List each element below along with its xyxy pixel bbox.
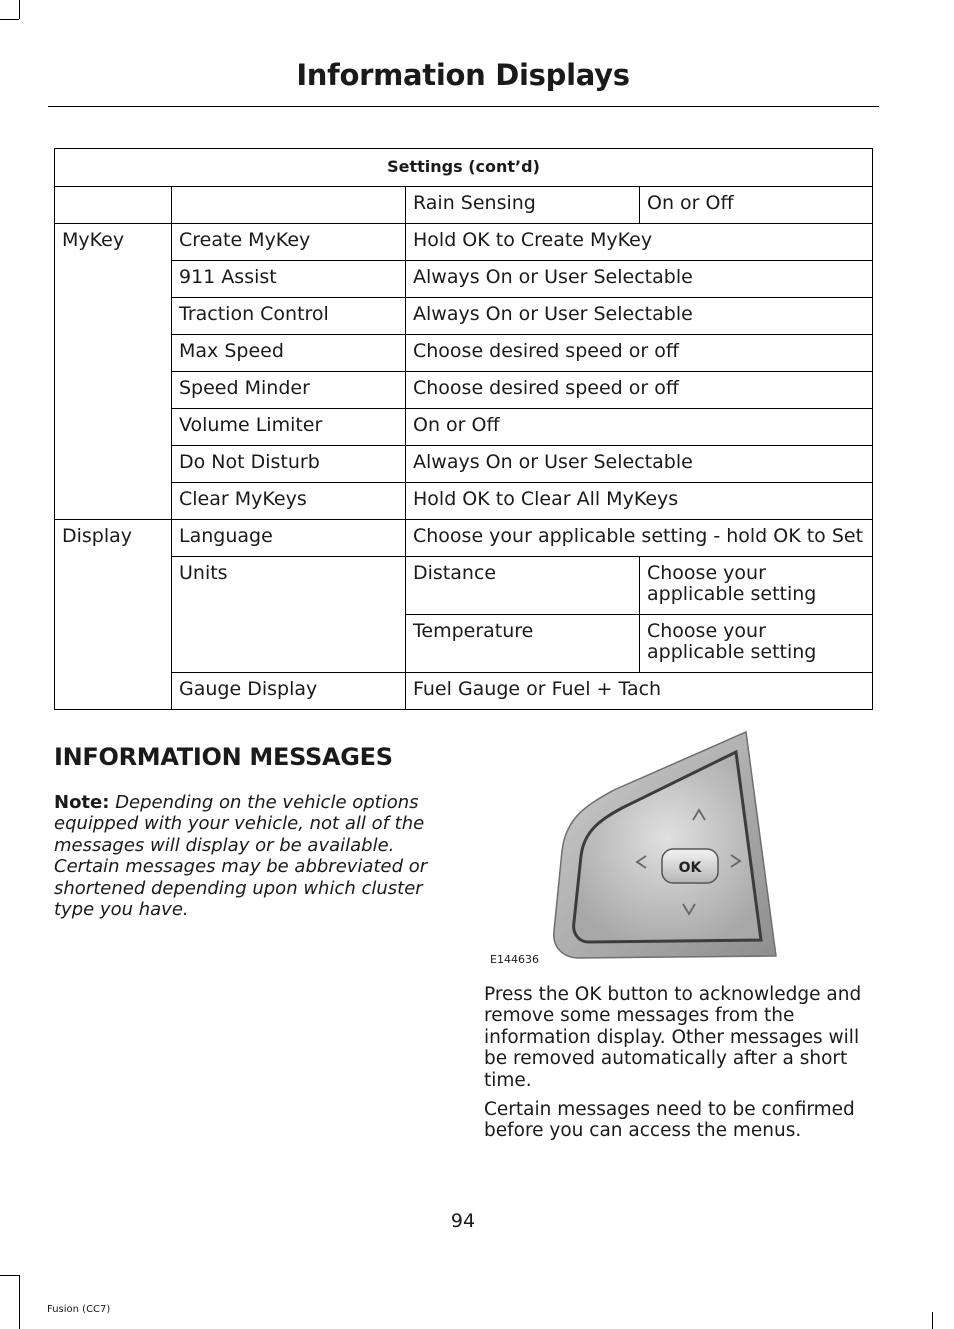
table-row [55,298,873,335]
body-paragraph: Certain messages need to be confirmed before you can access the menus. [484,1099,855,1142]
table-cell: Always On or User Selectable [406,298,873,335]
table-cell: Always On or User Selectable [406,261,873,298]
table-row [55,224,873,261]
table-cell: Hold OK to Create MyKey [406,224,873,261]
table-row [55,372,873,409]
table-cell: Volume Limiter [172,409,406,446]
table-cell: Gauge Display [172,673,406,710]
table-cell: Fuel Gauge or Fuel + Tach [406,673,873,710]
table-row [55,261,873,298]
table-row [55,335,873,372]
table-cell: Traction Control [172,298,406,335]
table-row [55,483,873,520]
table-cell: Temperature [406,615,640,673]
table-row [55,187,873,224]
table-row [55,409,873,446]
table-cell: Choose your applicable setting [640,557,873,615]
table-cell: Choose desired speed or off [406,335,873,372]
table-cell [55,187,172,224]
crop-mark [0,19,19,20]
crop-mark [19,1275,20,1329]
footer-text: Fusion (CC7) [47,1304,111,1315]
table-cell: Choose your applicable setting - hold OK to Set [406,520,873,557]
crop-mark [19,0,20,19]
note-label: Note: [54,792,110,813]
table-cell [172,187,406,224]
page-title: Information Displays [296,58,630,92]
table-cell: Max Speed [172,335,406,372]
note-text: Depending on the vehicle options equipped with your vehicle, not all of the messages will display or be available. Certain messages may be abbreviated or shortened depending upon which cluster type you have. [54,792,428,921]
steering-wheel-ok-button-illustration [484,726,784,966]
table-row [55,446,873,483]
table-cell: Do Not Disturb [172,446,406,483]
table-cell: Language [172,520,406,557]
table-cell: Choose your applicable setting [640,615,873,673]
table-caption: Settings (cont’d) [55,149,873,187]
table-row [55,520,873,557]
ok-button-label: OK [678,860,702,876]
note [54,792,434,920]
figure-caption: E144636 [490,953,539,966]
table-cell: Speed Minder [172,372,406,409]
settings-table [54,148,873,710]
table-cell: Hold OK to Clear All MyKeys [406,483,873,520]
crop-mark [0,1275,19,1276]
table-cell: Choose desired speed or off [406,372,873,409]
crop-mark [932,1312,933,1329]
page-number: 94 [450,1210,476,1232]
table-cell: On or Off [640,187,873,224]
table-cell: Distance [406,557,640,615]
body-paragraph: Press the OK button to acknowledge and remove some messages from the information display. Other messages will be removed automatically after a short time. [484,984,862,1091]
table-cell: Display [55,520,172,710]
table-cell: Create MyKey [172,224,406,261]
table-row [55,557,873,615]
table-cell: On or Off [406,409,873,446]
table-cell: Always On or User Selectable [406,446,873,483]
title-rule [48,106,879,107]
table-cell: Clear MyKeys [172,483,406,520]
table-row [55,673,873,710]
table-cell: 911 Assist [172,261,406,298]
table-cell: Rain Sensing [406,187,640,224]
table-cell: MyKey [55,224,172,520]
table-cell: Units [172,557,406,673]
section-heading: INFORMATION MESSAGES [54,743,393,771]
